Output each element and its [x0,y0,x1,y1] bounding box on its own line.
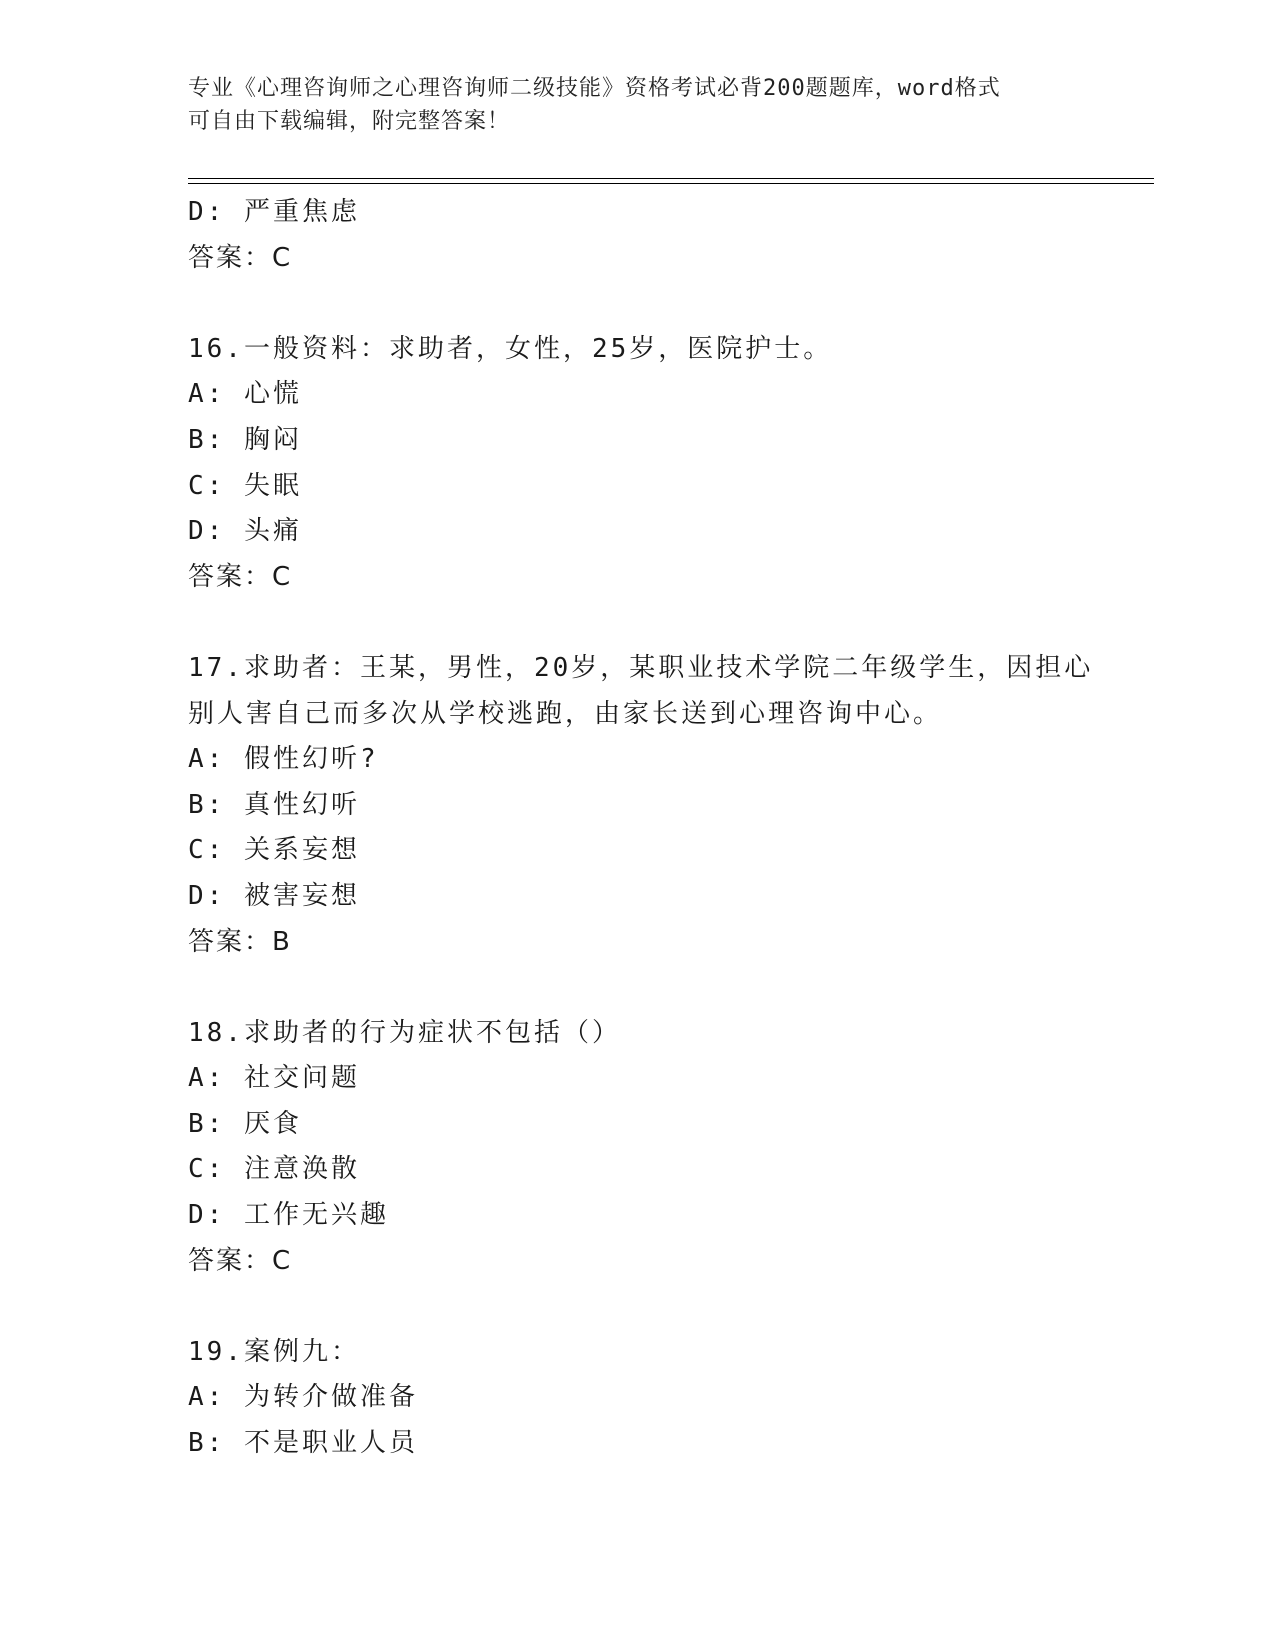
question-stem-continued: 别人害自己而多次从学校逃跑，由家长送到心理咨询中心。 [188,698,943,729]
question-content [188,190,1094,1467]
option-d: D: 被害妄想 [188,880,360,911]
question-16 [188,327,1088,601]
previous-question-tail [188,190,1088,281]
option-b: B: 不是职业人员 [188,1428,418,1459]
question-18 [188,1011,1088,1285]
option-c: C: 注意涣散 [188,1154,360,1185]
answer-line: 答案：C [188,1245,293,1276]
question-stem: 19.案例九： [188,1336,360,1367]
option-a: A: 假性幻听? [188,744,379,775]
header-divider-top [188,178,1154,179]
question-stem: 18.求助者的行为症状不包括（） [188,1017,621,1048]
spacer [188,965,1088,1011]
question-stem: 16.一般资料：求助者，女性，25岁，医院护士。 [188,333,833,364]
document-header [188,72,1088,138]
answer-line: 答案：C [188,242,293,273]
header-line-2: 可自由下载编辑，附完整答案！ [188,109,511,134]
spacer [188,281,1088,327]
option-b: B: 真性幻听 [188,789,360,820]
option-b: B: 胸闷 [188,424,302,455]
question-17 [188,646,1094,965]
answer-line: 答案：C [188,561,293,592]
header-divider-bottom [188,183,1154,184]
spacer [188,600,1088,646]
answer-line: 答案：B [188,926,292,957]
header-line-1: 专业《心理咨询师之心理咨询师二级技能》资格考试必背200题题库，word格式 [188,76,1001,101]
option-a: A: 为转介做准备 [188,1382,418,1413]
option-b: B: 厌食 [188,1108,302,1139]
question-19 [188,1330,1088,1467]
spacer [188,1284,1088,1330]
option-c: C: 关系妄想 [188,835,360,866]
option-d: D: 严重焦虑 [188,197,360,227]
option-d: D: 工作无兴趣 [188,1200,389,1231]
option-c: C: 失眠 [188,470,302,501]
option-a: A: 心慌 [188,379,302,410]
option-d: D: 头痛 [188,516,302,547]
option-a: A: 社交问题 [188,1063,360,1094]
question-stem: 17.求助者：王某，男性，20岁，某职业技术学院二年级学生，因担心 [188,652,1094,683]
